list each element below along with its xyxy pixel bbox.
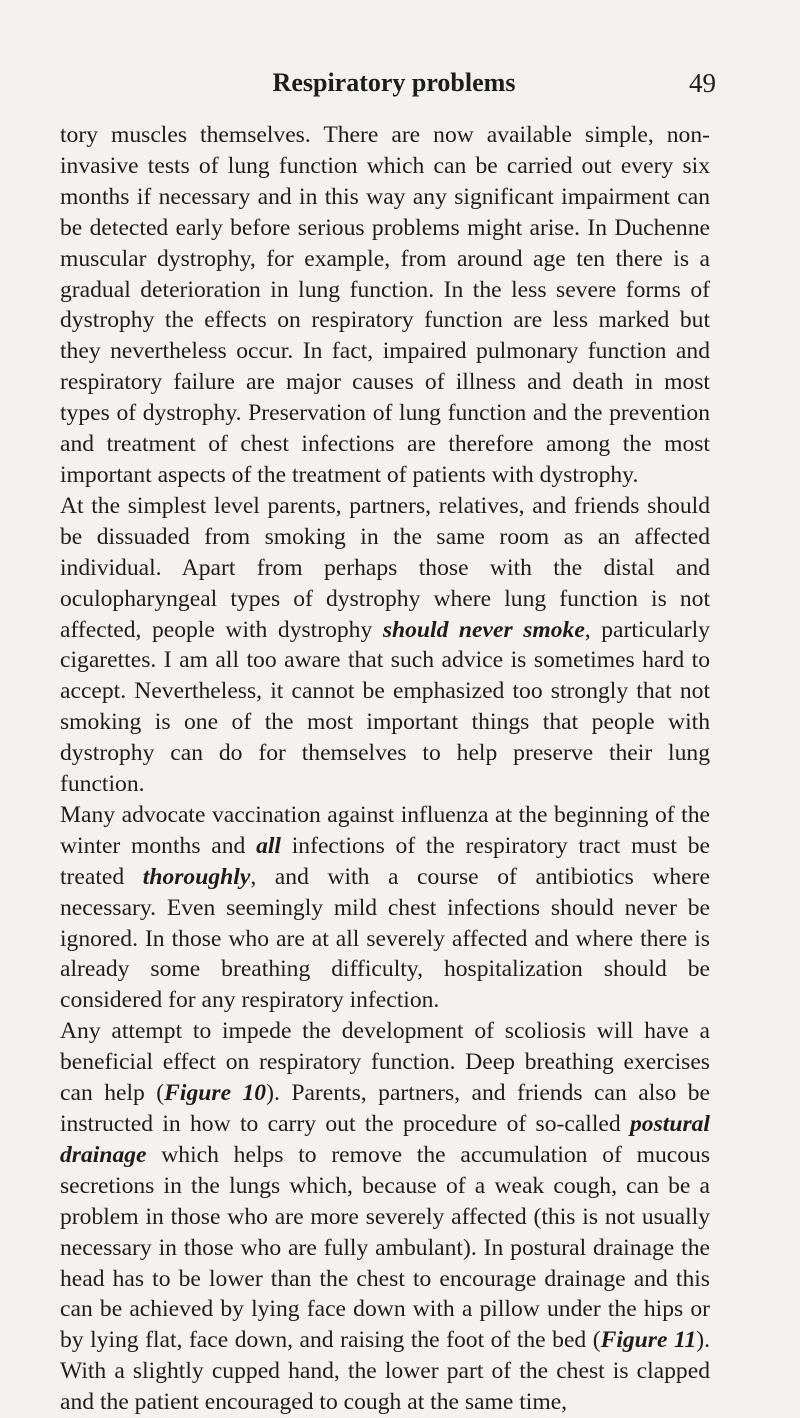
figure-reference-10: Figure 10: [164, 1080, 267, 1107]
paragraph-4-text-c: which helps to remove the accumulation of mucous secretions in the lungs which, because of a weak cough, can be a problem in those who are more severely affected (this is not usually necessary in those who are fully ambulant). In postural drainage the head has to be lower than the chest to encourage drainage and this can be achieved by lying face down with a pillow under the hips or by lying flat, face down, and raising the foot of the bed (: [60, 1141, 710, 1354]
paragraph-1: [60, 120, 710, 491]
paragraph-3: [60, 800, 710, 1016]
paragraph-2-text-a: At the simplest level parents, partners, relatives, and friends should be dissuaded from smoking in the same room as an affected individual. Apart from perhaps those with the distal and oculopharyngeal types of dystrophy where lung function is not affected, people with dystrophy: [60, 492, 710, 643]
page-number: 49: [689, 68, 716, 98]
figure-reference-11: Figure 11: [600, 1327, 697, 1354]
paragraph-2: [60, 491, 710, 800]
chapter-title: Respiratory problems: [272, 68, 516, 97]
running-header: [60, 68, 716, 108]
paragraph-4: [60, 1016, 710, 1418]
paragraph-3-text-a: Many advocate vaccination against influenza at the beginning of the winter months and: [60, 801, 710, 859]
body-text: [60, 120, 710, 1418]
paragraph-4-text-b: ). Parents, partners, and friends can also be instructed in how to carry out the procedure of so-called: [60, 1080, 711, 1137]
paragraph-3-text-c: , and with a course of antibiotics where necessary. Even seemingly mild chest infections should never be ignored. In those who are at all severely affected and where there is already some breathing difficulty, hospitalization should be considered for any respiratory infection.: [60, 863, 710, 1014]
paragraph-4-text-d: ). With a slightly cupped hand, the lower part of the chest is clapped and the patient encouraged to cough at the same time,: [60, 1327, 711, 1416]
emphasis-thoroughly: thoroughly: [142, 863, 251, 890]
paragraph-2-text-b: , particularly cigarettes. I am all too aware that such advice is sometimes hard to accept. Nevertheless, it cannot be emphasized too strongly that not smoking is one of the most important things that people with dystrophy can do for themselves to help preserve their lung function.: [60, 616, 710, 798]
emphasis-all: all: [256, 832, 281, 859]
emphasis-postural-drainage: postural drainage: [60, 1111, 710, 1168]
paragraph-3-text-b: infections of the respiratory tract must be treated: [60, 832, 710, 890]
emphasis-should-never-smoke: should never smoke: [382, 616, 585, 643]
paragraph-1-text: tory muscles themselves. There are now available simple, non-invasive tests of lung function which can be carried out every six months if necessary and in this way any significant impairment can be detected early before serious problems might arise. In Duchenne muscular dystrophy, for example, from around age ten there is a gradual deterioration in lung function. In the less severe forms of dystrophy the effects on respiratory function are less marked but they nevertheless occur. In fact, impaired pulmonary function and respiratory failure are major causes of illness and death in most types of dystrophy. Preservation of lung function and the prevention and treatment of chest infections are therefore among the most important aspects of the treatment of patients with dystrophy.: [60, 122, 710, 488]
paragraph-4-text-a: Any attempt to impede the development of scoliosis will have a beneficial effect on respiratory function. Deep breathing exercises can help (: [60, 1018, 710, 1107]
